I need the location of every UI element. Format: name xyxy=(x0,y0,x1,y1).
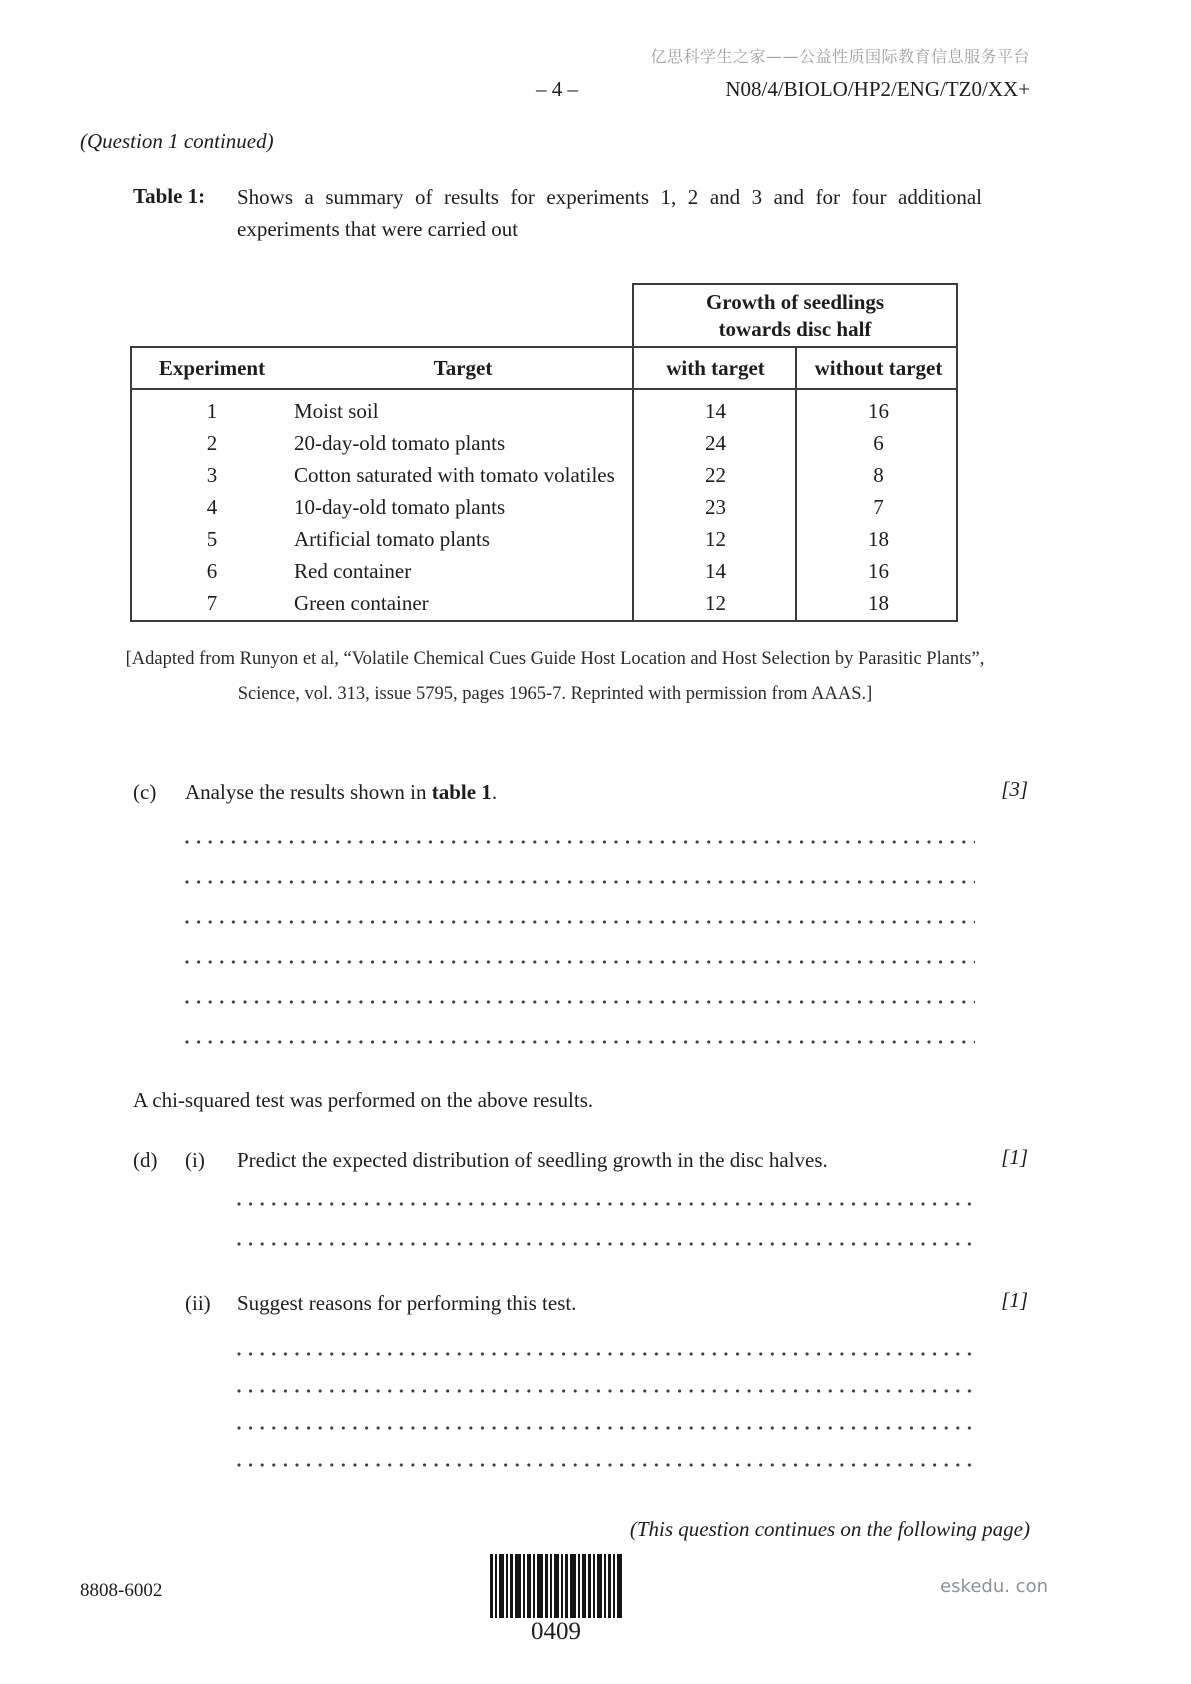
cell-without-target: 18 xyxy=(868,526,889,551)
question-c-text-bold: table 1 xyxy=(431,780,492,804)
table-row xyxy=(132,555,956,587)
header-watermark: 亿思科学生之家——公益性质国际教育信息服务平台 xyxy=(650,47,1030,66)
table-citation-line1: [Adapted from Runyon et al, “Volatile Chemical Cues Guide Host Location and Host Selection by Parasitic Plants”, xyxy=(125,649,985,669)
cell-with-target: 12 xyxy=(705,526,726,551)
cell-without-target: 6 xyxy=(873,430,884,455)
table-row xyxy=(132,523,956,555)
table-vertical-rule xyxy=(795,348,797,620)
question-d-i-label: (i) xyxy=(185,1148,205,1172)
table-rows xyxy=(132,390,956,619)
table-caption-text: Shows a summary of results for experiments 1, 2 and 3 and for four additional experiments that were carried out xyxy=(237,185,982,241)
cell-target: Green container xyxy=(294,590,429,615)
answer-dotted-line xyxy=(185,1040,975,1044)
table-row xyxy=(132,459,956,491)
group-header-line1: Growth of seedlings xyxy=(705,289,885,314)
cell-without-target: 16 xyxy=(868,398,889,423)
answer-dotted-line xyxy=(185,920,975,924)
exam-code: N08/4/BIOLO/HP2/ENG/TZ0/XX+ xyxy=(725,77,1030,101)
question-c-marks: [3] xyxy=(1001,777,1028,801)
continuation-note: (This question continues on the following page) xyxy=(629,1517,1030,1541)
table-header-row xyxy=(132,348,956,390)
question-c-text-suffix: . xyxy=(491,780,498,804)
cell-experiment: 2 xyxy=(206,430,218,455)
cell-with-target: 24 xyxy=(705,430,726,455)
cell-without-target: 18 xyxy=(868,590,889,615)
answer-dotted-line xyxy=(237,1242,975,1246)
table-row xyxy=(132,395,956,427)
table-group-header xyxy=(632,283,958,346)
answer-dotted-line xyxy=(185,960,975,964)
results-table xyxy=(130,283,958,622)
table-citation-line2: Science, vol. 313, issue 5795, pages 1965-7. Reprinted with permission from AAAS.] xyxy=(237,684,873,704)
cell-experiment: 4 xyxy=(206,494,218,519)
question-d-i-text: Predict the expected distribution of seedling growth in the disc halves. xyxy=(237,1148,828,1172)
group-header-line2: towards disc half xyxy=(718,316,872,341)
cell-target: Moist soil xyxy=(294,398,379,423)
cell-experiment: 1 xyxy=(206,398,218,423)
question-d-ii-text: Suggest reasons for performing this test. xyxy=(237,1291,577,1315)
column-header-with-target: with target xyxy=(666,355,765,380)
question-d-ii-marks: [1] xyxy=(1001,1288,1028,1312)
question-d-label: (d) xyxy=(133,1148,158,1172)
column-header-experiment: Experiment xyxy=(158,355,266,380)
cell-target: 20-day-old tomato plants xyxy=(294,430,506,455)
cell-experiment: 5 xyxy=(206,526,218,551)
cell-with-target: 22 xyxy=(705,462,726,487)
answer-dotted-line xyxy=(185,880,975,884)
column-header-without-target: without target xyxy=(814,355,943,380)
document-code: 8808-6002 xyxy=(80,1580,163,1601)
barcode-number: 0409 xyxy=(531,1618,581,1645)
question-d-i-marks: [1] xyxy=(1001,1145,1028,1169)
table-row xyxy=(132,427,956,459)
page-number: – 4 – xyxy=(536,77,578,101)
cell-with-target: 14 xyxy=(705,558,726,583)
answer-dotted-line xyxy=(237,1202,975,1206)
cell-with-target: 23 xyxy=(705,494,726,519)
table-row xyxy=(132,587,956,619)
cell-target: Red container xyxy=(294,558,412,583)
cell-without-target: 7 xyxy=(873,494,884,519)
answer-dotted-line xyxy=(237,1426,975,1430)
answer-dotted-line xyxy=(237,1352,975,1356)
cell-target: Artificial tomato plants xyxy=(294,526,490,551)
question-c-text-prefix: Analyse the results shown in xyxy=(185,780,432,804)
column-header-target: Target xyxy=(433,355,493,380)
table-caption-label: Table 1: xyxy=(133,184,206,208)
answer-dotted-line xyxy=(185,1000,975,1004)
answer-dotted-line xyxy=(185,840,975,844)
question-continued-note: (Question 1 continued) xyxy=(80,129,274,153)
table-row xyxy=(132,491,956,523)
answer-dotted-line xyxy=(237,1389,975,1393)
table-body-box xyxy=(130,346,958,622)
cell-target: Cotton saturated with tomato volatiles xyxy=(294,462,615,487)
cell-experiment: 7 xyxy=(206,590,218,615)
site-watermark: eskedu. con xyxy=(940,1576,1048,1597)
barcode xyxy=(490,1554,622,1618)
chi-squared-note: A chi-squared test was performed on the above results. xyxy=(133,1088,594,1112)
cell-experiment: 6 xyxy=(206,558,218,583)
question-c-text xyxy=(185,777,497,807)
cell-without-target: 8 xyxy=(873,462,884,487)
cell-target: 10-day-old tomato plants xyxy=(294,494,506,519)
question-c-label: (c) xyxy=(133,780,157,804)
question-d-ii-label: (ii) xyxy=(185,1291,211,1315)
cell-experiment: 3 xyxy=(206,462,218,487)
cell-without-target: 16 xyxy=(868,558,889,583)
table-vertical-rule xyxy=(632,348,634,620)
cell-with-target: 14 xyxy=(705,398,726,423)
answer-dotted-line xyxy=(237,1463,975,1467)
cell-with-target: 12 xyxy=(705,590,726,615)
